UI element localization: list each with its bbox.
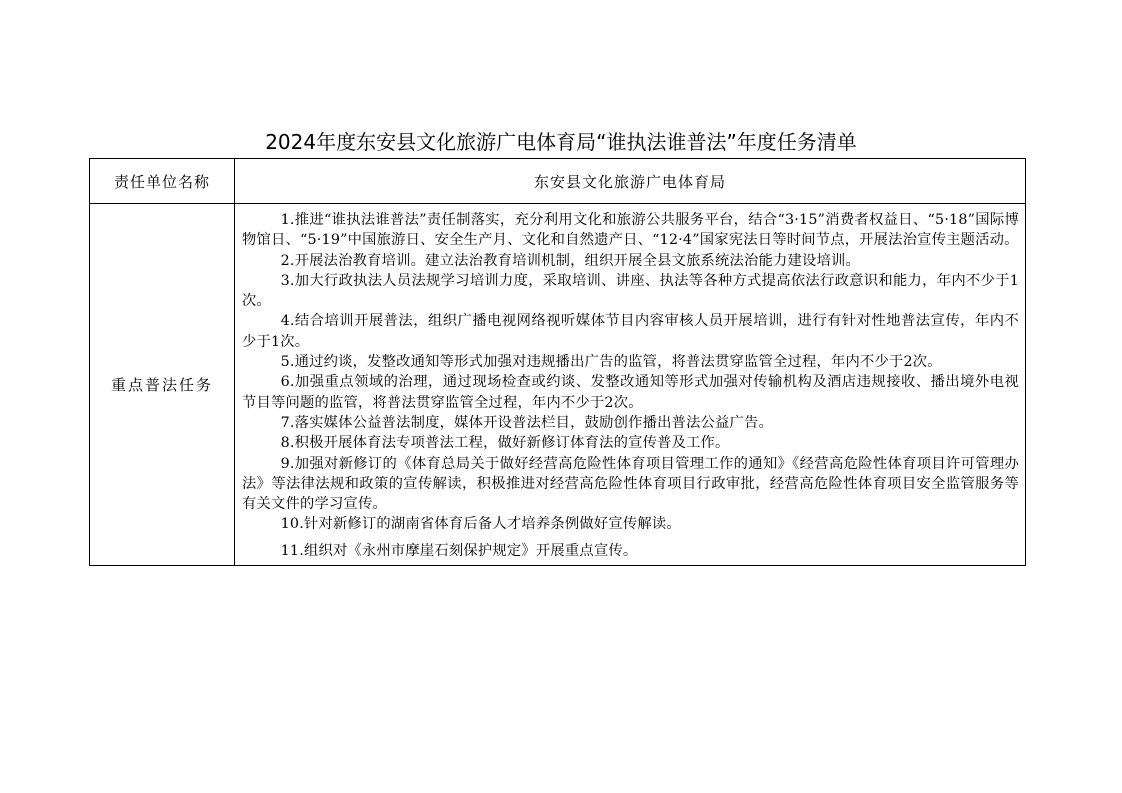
- task-item-8: 8.积极开展体育法专项普法工程，做好新修订体育法的宣传普及工作。: [280, 435, 730, 452]
- document-title: 2024年度东安县文化旅游广电体育局“谁执法谁普法”年度任务清单: [265, 130, 857, 154]
- task-item-1: 1.推进“谁执法谁普法”责任制落实，充分利用文化和旅游公共服务平台，结合“3·15”消费者权益日、“5·18”国际博物馆日、“5·19”中国旅游日、安全生产月、文化和自然遗产日、“12·4”国家宪法日等时间节点，开展法治宣传主题活动。: [242, 212, 1019, 249]
- tasks-content-cell: [235, 204, 1026, 566]
- task-item-9: 9.加强对新修订的《体育总局关于做好经营高危险性体育项目管理工作的通知》《经营高危险性体育项目许可管理办法》等法律法规和政策的宣传解读，积极推进对经营高危险性体育项目行政审批，经营高危险性体育项目安全监管服务等有关文件的学习宣传。: [242, 455, 1019, 513]
- header-label-cell: 责任单位名称: [90, 159, 235, 204]
- task-item-6: 6.加强重点领域的治理，通过现场检查或约谈、发整改通知等形式加强对传输机构及酒店违规接收、播出境外电视节目等问题的监管，将普法贯穿监管全过程，年内不少于2次。: [242, 374, 1019, 411]
- task-item-5: 5.通过约谈，发整改通知等形式加强对违规播出广告的监管，将普法贯穿监管全过程，年内不少于2次。: [280, 354, 942, 371]
- task-item-4: 4.结合培训开展普法，组织广播电视网络视听媒体节目内容审核人员开展培训，进行有针对性地普法宣传，年内不少于1次。: [242, 313, 1019, 350]
- task-item-2: 2.开展法治教育培训。建立法治教育培训机制，组织开展全县文旅系统法治能力建设培训。: [280, 252, 861, 269]
- header-row: [90, 159, 1026, 204]
- task-item-10: 10.针对新修订的湖南省体育后备人才培养条例做好宣传解读。: [280, 516, 681, 533]
- task-table: [89, 158, 1026, 566]
- task-item-7: 7.落实媒体公益普法制度，媒体开设普法栏目，鼓励创作播出普法公益广告。: [280, 414, 774, 431]
- tasks-row: [90, 204, 1026, 566]
- task-item-3: 3.加大行政执法人员法规学习培训力度，采取培训、讲座、执法等各种方式提高依法行政意识和能力，年内不少于1次。: [242, 272, 1019, 310]
- tasks-label-cell: 重点普法任务: [90, 204, 235, 566]
- header-value-cell: 东安县文化旅游广电体育局: [235, 159, 1026, 204]
- task-item-11: 11.组织对《永州市摩崖石刻保护规定》开展重点宣传。: [280, 542, 638, 559]
